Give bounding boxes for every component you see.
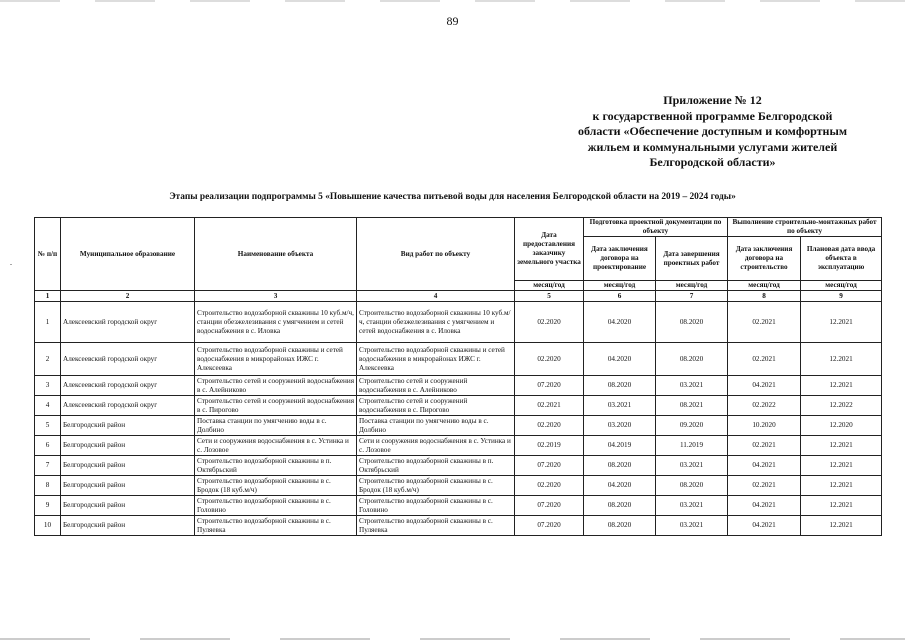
table-row <box>35 376 882 396</box>
margin-mark: . <box>10 258 12 267</box>
row-build-contract: 02.2021 <box>728 302 801 343</box>
header-object: Наименование объекта <box>195 218 357 291</box>
appendix-line: области «Обеспечение доступным и комфортным <box>577 124 848 138</box>
row-municipality: Алексеевский городской округ <box>61 396 195 416</box>
row-object: Строительство сетей и сооружений водоснабжения в с. Алейниково <box>195 376 357 396</box>
header-unit: месяц/год <box>584 281 656 291</box>
row-work: Строительство сетей и сооружений водоснабжения в с. Пирогово <box>357 396 515 416</box>
row-design-end: 08.2020 <box>656 476 728 496</box>
header-design-end: Дата завершения проектных работ <box>656 237 728 281</box>
row-land-date: 02.2020 <box>515 416 584 436</box>
row-work: Сети и сооружения водоснабжения в с. Устинка и с. Лозовое <box>357 436 515 456</box>
row-municipality: Белгородский район <box>61 476 195 496</box>
appendix-line: Белгородской области» <box>649 155 776 169</box>
row-municipality: Алексеевский городской округ <box>61 376 195 396</box>
row-municipality: Алексеевский городской округ <box>61 302 195 343</box>
row-build-contract: 04.2021 <box>728 456 801 476</box>
table-row <box>35 302 882 343</box>
row-design-contract: 04.2020 <box>584 302 656 343</box>
row-build-contract: 02.2021 <box>728 476 801 496</box>
row-object: Строительство водозаборной скважины и сетей водоснабжения в микрорайонах ИЖС г. Алексеевка <box>195 343 357 376</box>
header-build-contract: Дата заключения договора на строительство <box>728 237 801 281</box>
header-unit: месяц/год <box>515 281 584 291</box>
row-municipality: Белгородский район <box>61 496 195 516</box>
row-build-contract: 02.2021 <box>728 436 801 456</box>
row-municipality: Белгородский район <box>61 436 195 456</box>
row-build-commission: 12.2022 <box>801 396 882 416</box>
table-row <box>35 476 882 496</box>
header-unit: месяц/год <box>801 281 882 291</box>
row-municipality: Алексеевский городской округ <box>61 343 195 376</box>
col-number: 2 <box>61 291 195 302</box>
row-build-commission: 12.2021 <box>801 456 882 476</box>
row-build-contract: 10.2020 <box>728 416 801 436</box>
row-number: 3 <box>35 376 61 396</box>
row-object: Сети и сооружения водоснабжения в с. Устинка и с. Лозовое <box>195 436 357 456</box>
row-design-end: 03.2021 <box>656 496 728 516</box>
row-design-end: 08.2020 <box>656 343 728 376</box>
row-design-contract: 08.2020 <box>584 496 656 516</box>
row-municipality: Белгородский район <box>61 416 195 436</box>
row-number: 1 <box>35 302 61 343</box>
row-land-date: 07.2020 <box>515 496 584 516</box>
row-land-date: 02.2020 <box>515 343 584 376</box>
header-design-contract: Дата заключения договора на проектирование <box>584 237 656 281</box>
row-land-date: 02.2021 <box>515 396 584 416</box>
row-land-date: 07.2020 <box>515 456 584 476</box>
row-object: Строительство водозаборной скважины в п. Октябрьский <box>195 456 357 476</box>
row-build-commission: 12.2021 <box>801 476 882 496</box>
document-title: Этапы реализации подпрограммы 5 «Повышение качества питьевой воды для населения Белгородской области на 2019 – 2024 годы» <box>169 192 736 202</box>
appendix-line: жильем и коммунальными услугами жителей <box>587 139 838 154</box>
row-number: 2 <box>35 343 61 376</box>
col-number: 1 <box>35 291 61 302</box>
header-unit: месяц/год <box>656 281 728 291</box>
row-build-contract: 02.2021 <box>728 343 801 376</box>
row-design-end: 03.2021 <box>656 456 728 476</box>
row-design-end: 09.2020 <box>656 416 728 436</box>
row-design-contract: 04.2020 <box>584 343 656 376</box>
row-design-contract: 04.2019 <box>584 436 656 456</box>
row-design-contract: 08.2020 <box>584 516 656 536</box>
row-design-end: 08.2020 <box>656 302 728 343</box>
row-object: Строительство водозаборной скважины в с. Пуляевка <box>195 516 357 536</box>
row-build-commission: 12.2021 <box>801 516 882 536</box>
row-work: Строительство водозаборной скважины 10 куб.м/ч, станции обезжелезивания с умягчением и сетей водоснабжения в с. Иловка <box>357 302 515 343</box>
stages-table <box>34 217 882 536</box>
table-row <box>35 456 882 476</box>
header-build-commission: Плановая дата ввода объекта в эксплуатацию <box>801 237 882 281</box>
row-build-contract: 02.2022 <box>728 396 801 416</box>
row-work: Строительство водозаборной скважины и сетей водоснабжения в микрорайонах ИЖС г. Алексеевка <box>357 343 515 376</box>
header-design-group: Подготовка проектной документации по объекту <box>584 218 728 237</box>
col-number: 3 <box>195 291 357 302</box>
row-design-end: 11.2019 <box>656 436 728 456</box>
appendix-heading <box>540 93 885 171</box>
row-build-commission: 12.2021 <box>801 376 882 396</box>
row-build-commission: 12.2021 <box>801 496 882 516</box>
row-build-commission: 12.2021 <box>801 343 882 376</box>
row-land-date: 07.2020 <box>515 516 584 536</box>
row-design-end: 03.2021 <box>656 516 728 536</box>
row-land-date: 02.2020 <box>515 302 584 343</box>
row-object: Строительство водозаборной скважины в с. Головино <box>195 496 357 516</box>
table-row <box>35 436 882 456</box>
header-work: Вид работ по объекту <box>357 218 515 291</box>
row-design-contract: 08.2020 <box>584 456 656 476</box>
header-municipality: Муниципальное образование <box>61 218 195 291</box>
col-number: 8 <box>728 291 801 302</box>
row-object: Поставка станции по умягчению воды в с. Долбино <box>195 416 357 436</box>
row-build-commission: 12.2021 <box>801 436 882 456</box>
row-work: Поставка станции по умягчению воды в с. Долбино <box>357 416 515 436</box>
row-build-commission: 12.2021 <box>801 302 882 343</box>
row-number: 7 <box>35 456 61 476</box>
row-municipality: Белгородский район <box>61 516 195 536</box>
row-municipality: Белгородский район <box>61 456 195 476</box>
appendix-line: к государственной программе Белгородской <box>592 108 833 123</box>
row-object: Строительство водозаборной скважины 10 куб.м/ч, станции обезжелезивания с умягчением и сетей водоснабжения в с. Иловка <box>195 302 357 343</box>
row-work: Строительство водозаборной скважины в с. Бродок (18 куб.м/ч) <box>357 476 515 496</box>
row-design-contract: 03.2020 <box>584 416 656 436</box>
row-number: 10 <box>35 516 61 536</box>
row-work: Строительство водозаборной скважины в с. Пуляевка <box>357 516 515 536</box>
col-number: 6 <box>584 291 656 302</box>
row-design-contract: 08.2020 <box>584 376 656 396</box>
row-design-end: 08.2021 <box>656 396 728 416</box>
col-number: 7 <box>656 291 728 302</box>
header-unit: месяц/год <box>728 281 801 291</box>
row-build-contract: 04.2021 <box>728 496 801 516</box>
header-build-group: Выполнение строительно-монтажных работ по объекту <box>728 218 882 237</box>
header-land-date: Дата предоставления заказчику земельного участка <box>515 218 584 281</box>
row-land-date: 02.2019 <box>515 436 584 456</box>
scan-edge-top <box>0 0 905 2</box>
table-row <box>35 396 882 416</box>
table-row <box>35 516 882 536</box>
row-object: Строительство сетей и сооружений водоснабжения в с. Пирогово <box>195 396 357 416</box>
row-design-contract: 03.2021 <box>584 396 656 416</box>
table-row <box>35 343 882 376</box>
row-work: Строительство водозаборной скважины в с. Головино <box>357 496 515 516</box>
row-number: 6 <box>35 436 61 456</box>
row-number: 5 <box>35 416 61 436</box>
row-land-date: 02.2020 <box>515 476 584 496</box>
row-land-date: 07.2020 <box>515 376 584 396</box>
col-number: 9 <box>801 291 882 302</box>
row-design-contract: 04.2020 <box>584 476 656 496</box>
row-number: 4 <box>35 396 61 416</box>
row-build-commission: 12.2020 <box>801 416 882 436</box>
row-work: Строительство сетей и сооружений водоснабжения в с. Алейниково <box>357 376 515 396</box>
row-design-end: 03.2021 <box>656 376 728 396</box>
header-num: № п/п <box>35 218 61 291</box>
row-work: Строительство водозаборной скважины в п. Октябрьский <box>357 456 515 476</box>
row-number: 8 <box>35 476 61 496</box>
row-build-contract: 04.2021 <box>728 376 801 396</box>
row-object: Строительство водозаборной скважины в с. Бродок (18 куб.м/ч) <box>195 476 357 496</box>
table-row <box>35 416 882 436</box>
row-build-contract: 04.2021 <box>728 516 801 536</box>
page-number: 89 <box>446 14 459 28</box>
row-number: 9 <box>35 496 61 516</box>
col-number: 4 <box>357 291 515 302</box>
col-number: 5 <box>515 291 584 302</box>
table-row <box>35 496 882 516</box>
appendix-line: Приложение № 12 <box>663 93 762 107</box>
